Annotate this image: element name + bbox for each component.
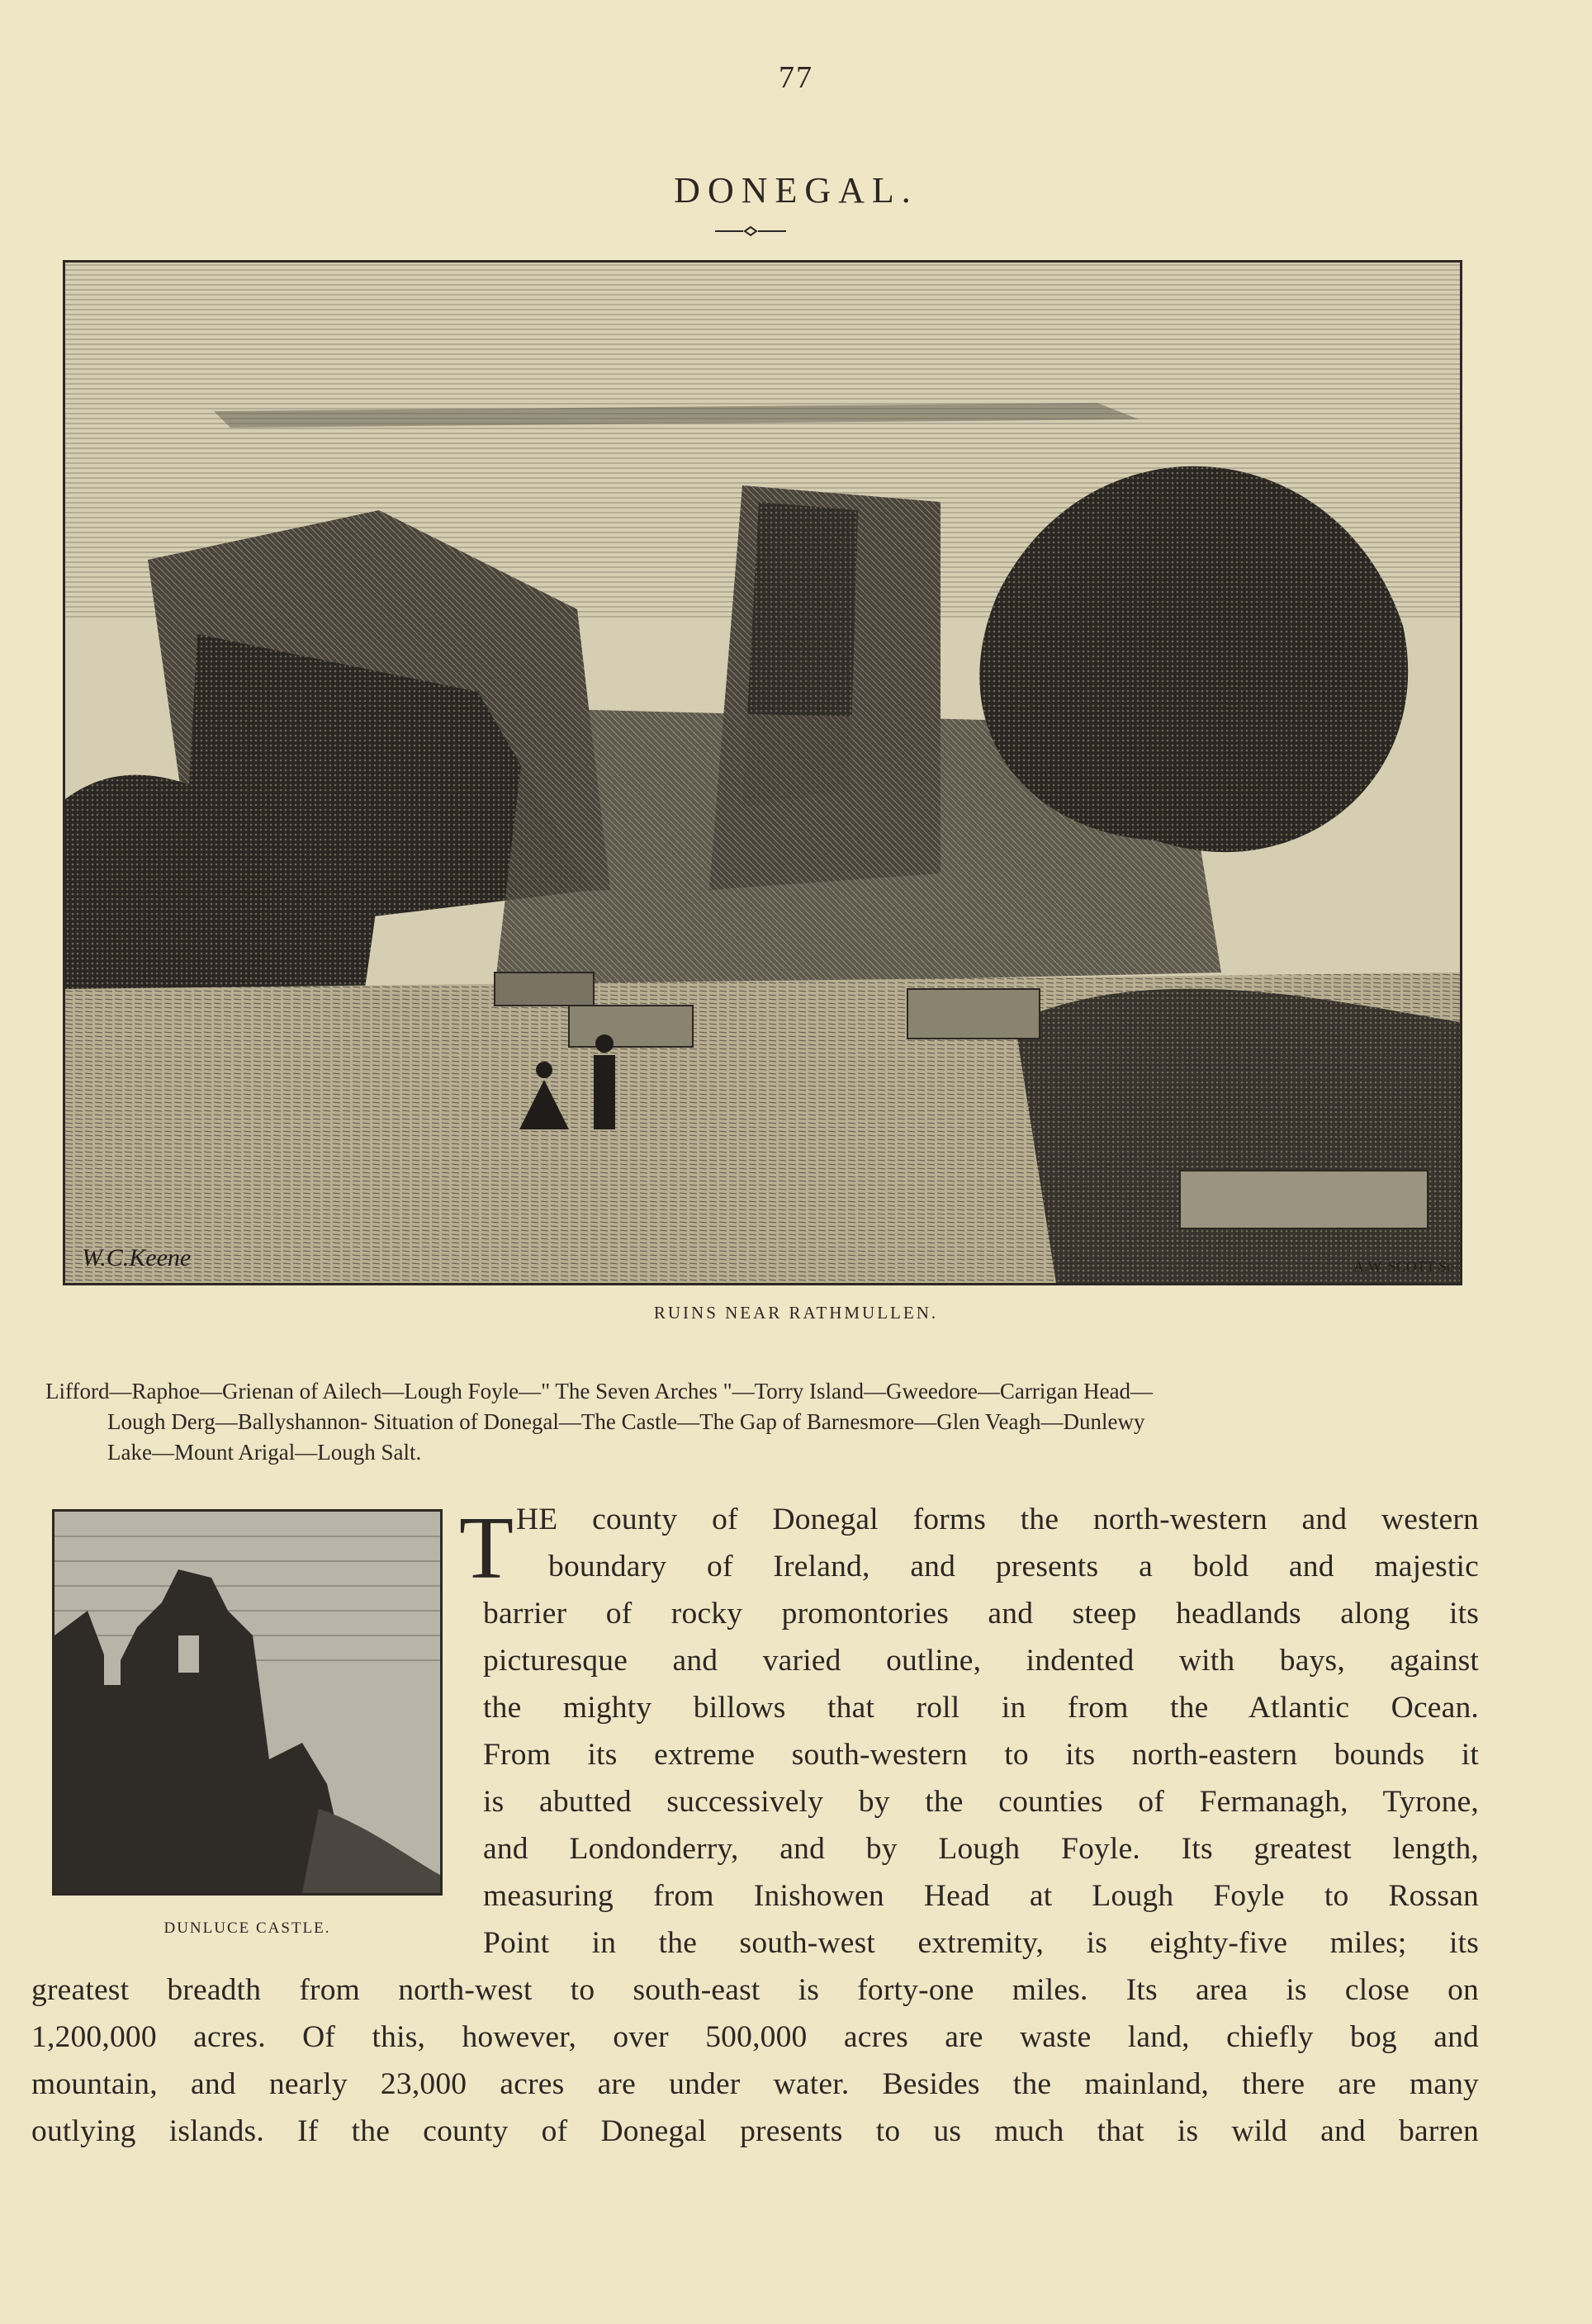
summary-line-3: Lake—Mount Arigal—Lough Salt. xyxy=(107,1440,422,1465)
body-line: picturesque and varied outline, indented with bays, against xyxy=(483,1644,1479,1678)
castle-caption: DUNLUCE CASTLE. xyxy=(163,1919,331,1937)
main-illustration-caption: RUINS NEAR RATHMULLEN. xyxy=(653,1303,939,1323)
body-line: HE county of Donegal forms the north-western and western xyxy=(516,1503,1479,1536)
chapter-summary xyxy=(45,1376,1474,1468)
body-line: the mighty billows that roll in from the Atlantic Ocean. xyxy=(483,1691,1479,1725)
body-line: Point in the south-west extremity, is eighty-five miles; its xyxy=(483,1926,1479,1960)
svg-text:W.C.Keene: W.C.Keene xyxy=(82,1244,192,1271)
body-line: boundary of Ireland, and presents a bold and majestic xyxy=(548,1550,1479,1583)
body-line: measuring from Inishowen Head at Lough Foyle to Rossan xyxy=(483,1879,1479,1913)
chapter-title: DONEGAL. xyxy=(674,170,918,211)
body-line: outlying islands. If the county of Donegal presents to us much that is wild and barren xyxy=(31,2114,1479,2148)
dunluce-castle-engraving xyxy=(52,1509,443,1896)
summary-line-2: Lough Derg—Ballyshannon- Situation of Donegal—The Castle—The Gap of Barnesmore—Glen Veagh—Dunlewy xyxy=(107,1409,1145,1434)
page-number: 77 xyxy=(779,60,813,95)
ruins-engraving xyxy=(63,260,1462,1285)
body-line: barrier of rocky promontories and steep headlands along its xyxy=(483,1597,1479,1631)
summary-line-1: Lifford—Raphoe—Grienan of Ailech—Lough Foyle—" The Seven Arches "—Torry Island—Gweedore—Carrigan Head— xyxy=(45,1379,1154,1403)
body-line: mountain, and nearly 23,000 acres are under water. Besides the mainland, there are many xyxy=(31,2067,1479,2101)
body-line: 1,200,000 acres. Of this, however, over 500,000 acres are waste land, chiefly bog and xyxy=(31,2020,1479,2054)
title-ornament xyxy=(713,223,788,239)
drop-cap: T xyxy=(459,1499,514,1597)
body-line: and Londonderry, and by Lough Foyle. Its greatest length, xyxy=(483,1832,1479,1866)
body-line: From its extreme south-western to its north-eastern bounds it xyxy=(483,1738,1479,1772)
body-line: greatest breadth from north-west to south-east is forty-one miles. Its area is close on xyxy=(31,1973,1479,2007)
body-line: is abutted successively by the counties of Fermanagh, Tyrone, xyxy=(483,1785,1479,1819)
svg-text:A.W. SCOTT Sc: A.W. SCOTT Sc xyxy=(1353,1258,1454,1275)
